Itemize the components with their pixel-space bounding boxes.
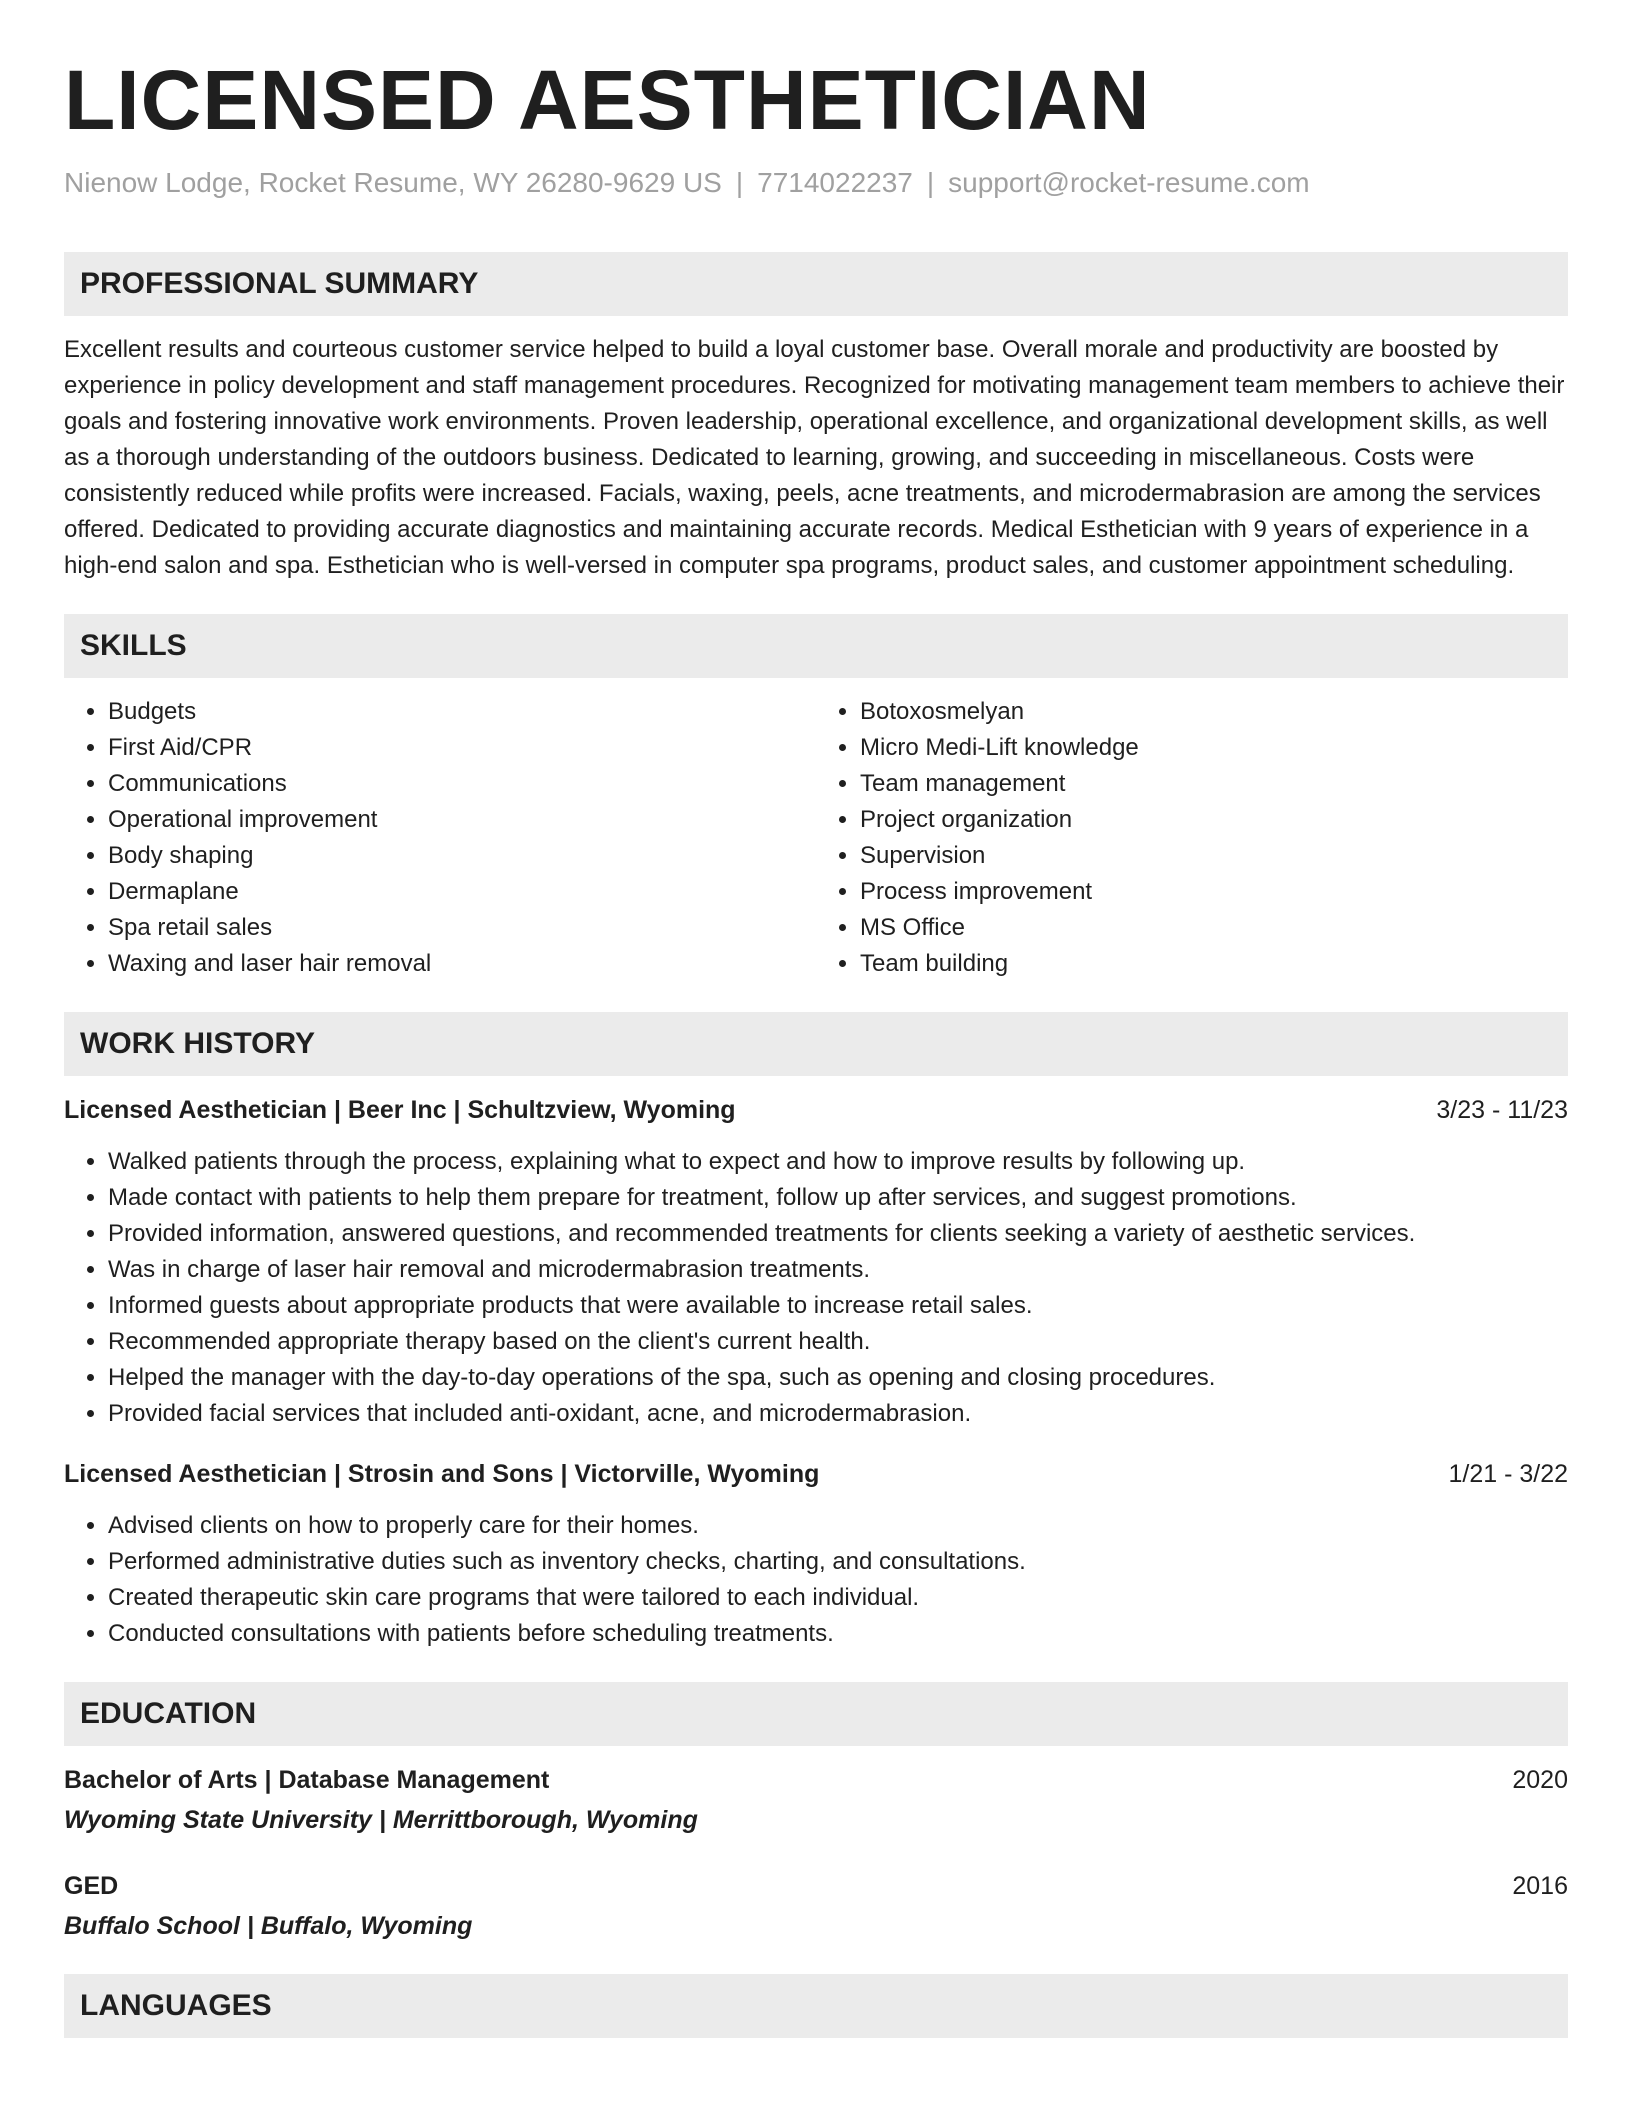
- job-title: Licensed Aesthetician | Strosin and Sons | Victorville, Wyoming: [64, 1459, 820, 1488]
- education-entry: [64, 1762, 1568, 1838]
- skill-item: • MS Office: [860, 910, 1568, 946]
- skills-column-left: [64, 694, 816, 982]
- job-bullet: • Recommended appropriate therapy based on the client's current health.: [108, 1324, 1568, 1360]
- education-entry: [64, 1868, 1568, 1944]
- job-bullet: • Advised clients on how to properly care for their homes.: [108, 1508, 1568, 1544]
- skill-item: • Botoxosmelyan: [860, 694, 1568, 730]
- contact-address: Nienow Lodge, Rocket Resume, WY 26280-9629 US: [64, 167, 722, 199]
- skills-list: [64, 694, 1568, 982]
- job-bullet: • Walked patients through the process, explaining what to expect and how to improve results by following up.: [108, 1144, 1568, 1180]
- job-title: Licensed Aesthetician | Beer Inc | Schultzview, Wyoming: [64, 1095, 736, 1124]
- education-year: 2016: [1512, 1871, 1568, 1900]
- contact-phone: 7714022237: [757, 167, 913, 199]
- contact-email: support@rocket-resume.com: [948, 167, 1310, 199]
- section-heading-summary: PROFESSIONAL SUMMARY: [64, 252, 1568, 316]
- resume-name: LICENSED AESTHETICIAN: [64, 53, 1151, 147]
- section-heading-languages: LANGUAGES: [64, 1974, 1568, 2038]
- skill-item: • Team building: [860, 946, 1568, 982]
- summary-text: Excellent results and courteous customer service helped to build a loyal customer base. Overall morale and productivity are boosted by experience in policy development and staff management procedures. Recognized for motivating management team members to achieve their goals and fostering innovative work environments. Proven leadership, operational excellence, and organizational development skills, as well as a thorough understanding of the outdoors business. Dedicated to learning, growing, and succeeding in miscellaneous. Costs were consistently reduced while profits were increased. Facials, waxing, peels, acne treatments, and microdermabrasion are among the services offered. Dedicated to providing accurate diagnostics and maintaining accurate records. Medical Esthetician with 9 years of experience in a high-end salon and spa. Esthetician who is well-versed in computer spa programs, product sales, and customer appointment scheduling.: [64, 335, 1565, 579]
- section-heading-education: EDUCATION: [64, 1682, 1568, 1746]
- skill-item: • Spa retail sales: [108, 910, 816, 946]
- skill-item: • Communications: [108, 766, 816, 802]
- job-bullet: • Provided information, answered questions, and recommended treatments for clients seeking a variety of aesthetic services.: [108, 1216, 1568, 1252]
- job-bullet: • Informed guests about appropriate products that were available to increase retail sales.: [108, 1288, 1568, 1324]
- skills-column-right: [816, 694, 1568, 982]
- section-heading-skills: SKILLS: [64, 614, 1568, 678]
- job-bullet: • Provided facial services that included anti-oxidant, acne, and microdermabrasion.: [108, 1396, 1568, 1432]
- job-bullets: [64, 1508, 1568, 1652]
- education-degree: GED: [64, 1871, 119, 1900]
- skill-item: • Project organization: [860, 802, 1568, 838]
- skill-item: • Process improvement: [860, 874, 1568, 910]
- contact-separator: |: [926, 167, 935, 199]
- skill-item: • Team management: [860, 766, 1568, 802]
- skill-item: • Budgets: [108, 694, 816, 730]
- education-header: [64, 1868, 1568, 1904]
- education-year: 2020: [1512, 1765, 1568, 1794]
- job-bullet: • Conducted consultations with patients before scheduling treatments.: [108, 1616, 1568, 1652]
- skill-item: • Waxing and laser hair removal: [108, 946, 816, 982]
- skill-item: • Supervision: [860, 838, 1568, 874]
- job-header: [64, 1456, 1568, 1492]
- education-school: Wyoming State University | Merrittborough, Wyoming: [64, 1805, 698, 1834]
- education-school: Buffalo School | Buffalo, Wyoming: [64, 1911, 473, 1940]
- skill-item: • Dermaplane: [108, 874, 816, 910]
- contact-separator: |: [735, 167, 744, 199]
- job-header: [64, 1092, 1568, 1128]
- job-dates: 1/21 - 3/22: [1448, 1459, 1568, 1488]
- education-degree: Bachelor of Arts | Database Management: [64, 1765, 550, 1794]
- job-entry: [64, 1092, 1568, 1432]
- contact-line: [64, 166, 1568, 200]
- job-bullet: • Created therapeutic skin care programs that were tailored to each individual.: [108, 1580, 1568, 1616]
- job-bullet: • Made contact with patients to help them prepare for treatment, follow up after services, and suggest promotions.: [108, 1180, 1568, 1216]
- skill-item: • First Aid/CPR: [108, 730, 816, 766]
- job-bullet: • Performed administrative duties such as inventory checks, charting, and consultations.: [108, 1544, 1568, 1580]
- job-bullet: • Helped the manager with the day-to-day operations of the spa, such as opening and closing procedures.: [108, 1360, 1568, 1396]
- skill-item: • Operational improvement: [108, 802, 816, 838]
- education-header: [64, 1762, 1568, 1798]
- job-dates: 3/23 - 11/23: [1436, 1095, 1568, 1124]
- section-heading-work-history: WORK HISTORY: [64, 1012, 1568, 1076]
- skill-item: • Micro Medi-Lift knowledge: [860, 730, 1568, 766]
- job-bullets: [64, 1144, 1568, 1432]
- job-entry: [64, 1456, 1568, 1652]
- skill-item: • Body shaping: [108, 838, 816, 874]
- job-bullet: • Was in charge of laser hair removal and microdermabrasion treatments.: [108, 1252, 1568, 1288]
